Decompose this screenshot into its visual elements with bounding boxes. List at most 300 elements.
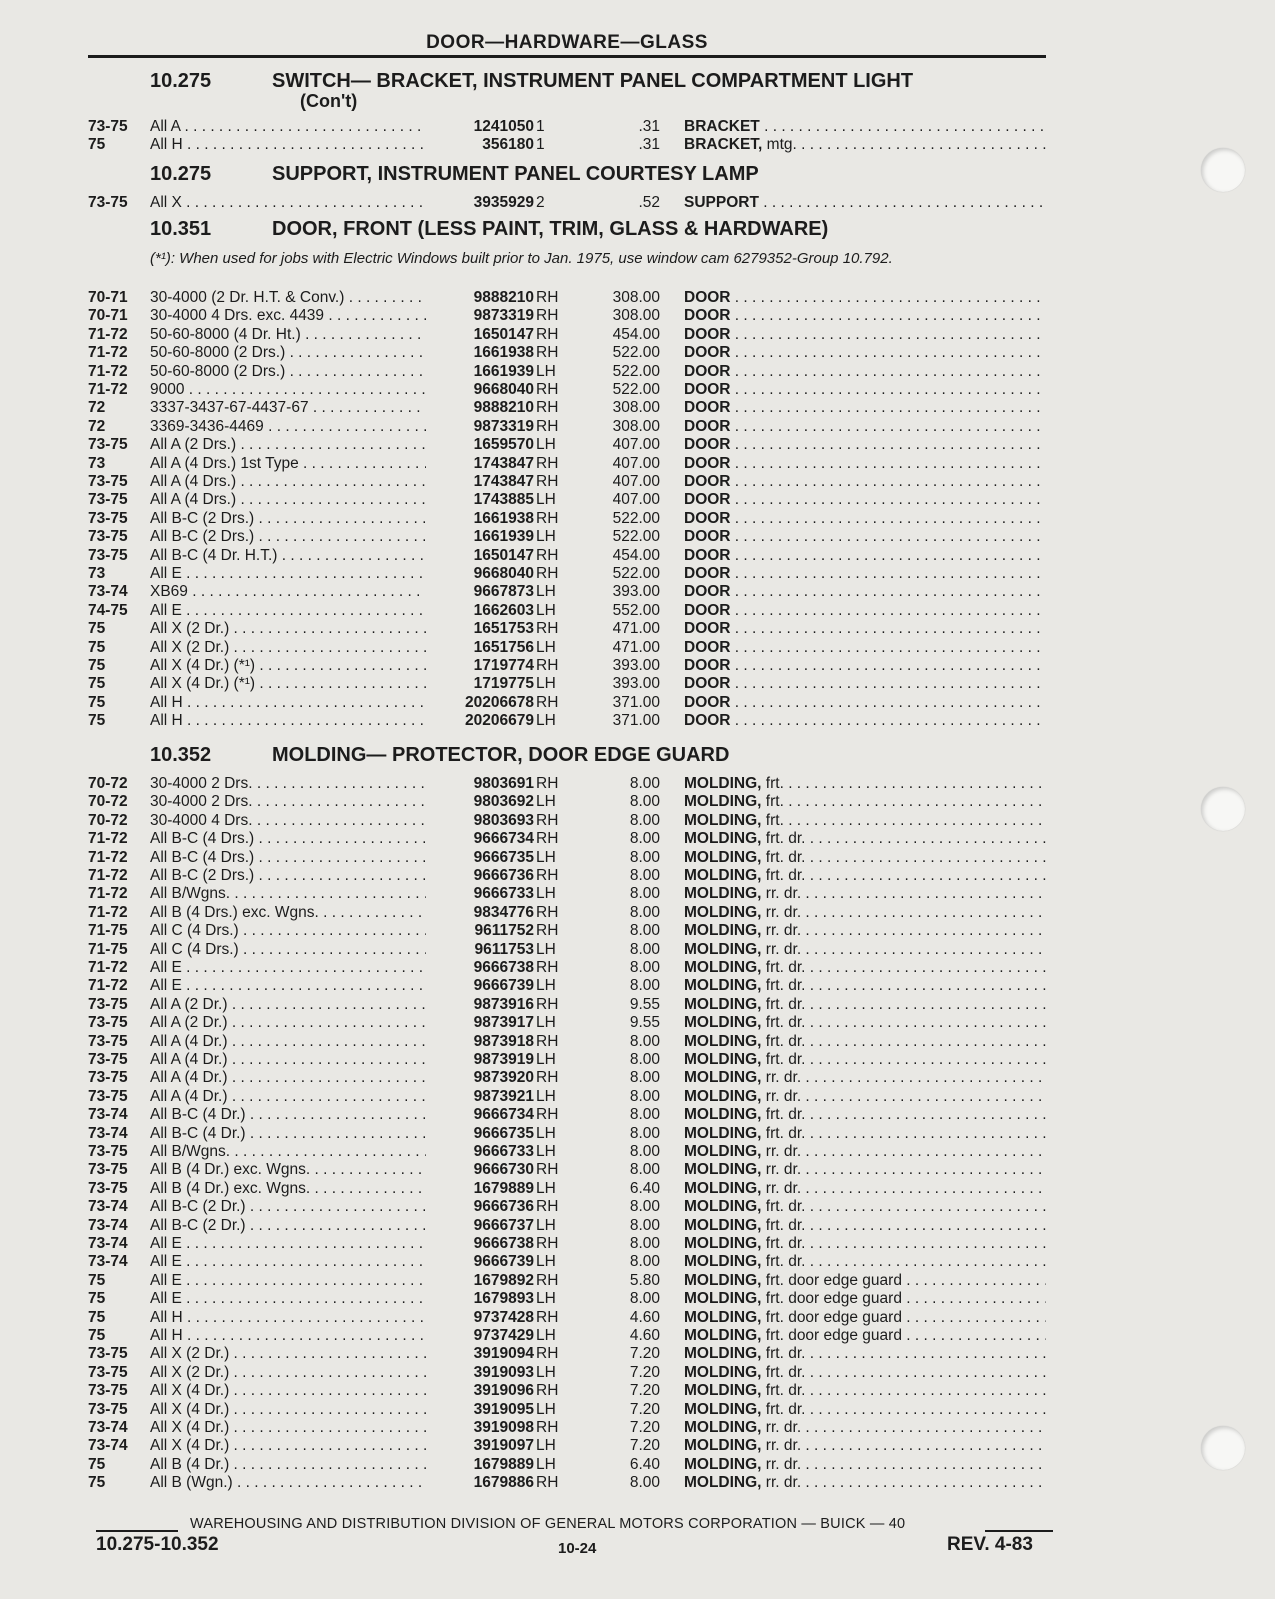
year-range: 75 [88,1474,106,1492]
description-name: MOLDING, [684,1069,762,1087]
part-description: MOLDING, frt. dr. . . . [684,1382,1046,1400]
model-application: All C (4 Drs.) . . . [150,941,508,959]
table-row [88,1217,1048,1236]
description-name: DOOR [684,712,731,730]
footer-page-number: 10-24 [558,1540,597,1557]
year-range: 75 [88,1271,106,1289]
table-row [88,1474,1048,1493]
table-row [88,675,1048,694]
part-description: MOLDING, rr. dr. . . . [684,1180,1046,1198]
model-application: All A (4 Dr.) . . . [150,1051,508,1069]
part-number: 1651753 [426,620,534,638]
side-qty: RH [536,1474,559,1492]
part-description: MOLDING, rr. dr. . . . [684,885,1046,903]
list-price: 8.00 [629,1235,660,1252]
list-price: 8.00 [629,1198,660,1216]
description-name: MOLDING, [684,977,762,995]
footer-rule [985,1530,1053,1532]
part-description: MOLDING, frt. dr. . . . [684,849,1046,867]
list-price: 8.00 [629,940,660,958]
part-description: MOLDING, rr. dr. . . . [684,904,1046,922]
list-price: 7.20 [629,1437,660,1455]
table-row [88,583,1048,602]
part-description [684,694,1046,712]
footnote: (*¹): When used for jobs with Electric Windows built prior to Jan. 1975, use window cam 6279352-Group 10.792. [150,250,893,267]
description-name: DOOR [684,491,731,509]
part-description: MOLDING, frt. dr. . . . [684,1014,1046,1032]
year-range: 73-75 [88,1087,128,1105]
side-qty: LH [536,1327,556,1344]
table-row [88,547,1048,566]
description-name: BRACKET [684,118,760,135]
description-name: MOLDING, [684,1087,762,1105]
list-price: 393.00 [612,675,660,693]
group-number: 10.275 [150,70,212,92]
model-application: All B-C (2 Drs.) . . . [150,510,508,528]
list-price: 308.00 [612,399,660,417]
side-qty: RH [536,811,559,829]
year-range: 71-72 [88,848,128,866]
year-range: 73-75 [88,1032,128,1050]
model-application: 50-60-8000 (2 Drs.) . . . [150,363,508,381]
side-qty: 2 [536,194,545,211]
part-number: 9888210 [426,399,534,417]
model-application: XB69 . . . [150,583,508,601]
description-name: MOLDING, [684,1014,762,1032]
side-qty: RH [536,903,559,921]
table-row [88,436,1048,455]
list-price: 8.00 [629,1474,660,1492]
year-range: 73-75 [88,194,128,211]
model-application: 30-4000 2 Drs. . . . [150,793,508,811]
table-row [88,1088,1048,1107]
part-description [684,583,1046,601]
side-qty: RH [536,473,559,490]
table-row [88,1419,1048,1438]
model-application: All E . . . [150,1290,508,1308]
part-description [684,565,1046,583]
group-number: 10.351 [150,218,212,240]
part-description [684,436,1046,454]
part-number: 20206678 [426,694,534,712]
model-application: All B-C (4 Drs.) . . . [150,849,508,867]
part-description [684,473,1046,491]
part-description [684,194,1046,212]
part-description: MOLDING, frt. dr. . . . [684,1033,1046,1051]
part-description [684,289,1046,307]
year-range: 73-75 [88,491,128,509]
part-description [684,344,1046,362]
part-description: BRACKET, mtg. . . . [684,136,1046,154]
model-application: All H . . . [150,1327,508,1345]
year-range: 71-75 [88,922,128,940]
model-application: 9000 . . . [150,381,508,399]
description-name: BRACKET, [684,136,763,154]
year-range: 75 [88,1308,106,1326]
list-price: .31 [638,118,660,135]
list-price: 8.00 [629,1253,660,1271]
table-row [88,1272,1048,1291]
model-application: All B-C (2 Drs.) . . . [150,528,508,546]
list-price: .52 [638,194,660,211]
model-application: All B (4 Drs.) exc. Wgns. . . . [150,904,508,922]
part-description: MOLDING, frt. dr. . . . [684,1051,1046,1069]
model-application: All B (4 Dr.) exc. Wgns. . . . [150,1180,508,1198]
model-application: All E . . . [150,959,508,977]
part-number: 9668040 [426,381,534,399]
description-name: MOLDING, [684,1400,762,1418]
part-description [684,363,1046,381]
description-name: MOLDING, [684,1271,762,1289]
model-application: All H . . . [150,136,508,154]
model-application: All A (4 Drs.) . . . [150,473,508,491]
list-price: 552.00 [612,601,660,619]
part-number: 9873918 [426,1033,534,1051]
description-name: MOLDING, [684,775,762,792]
side-qty: LH [536,1051,556,1068]
model-application: All B-C (4 Dr.) . . . [150,1125,508,1143]
side-qty: RH [536,509,559,527]
model-application: All E . . . [150,602,508,620]
side-qty: RH [536,381,559,398]
part-description [684,547,1046,565]
year-range: 73-75 [88,1345,128,1363]
model-application: All H . . . [150,712,508,730]
side-qty: RH [536,1069,559,1087]
side-qty: RH [536,307,559,325]
table-row [88,867,1048,886]
part-number: 9611753 [426,941,534,959]
model-application: All A (2 Dr.) . . . [150,1014,508,1032]
year-range: 73 [88,454,106,472]
part-number: 9888210 [426,289,534,307]
list-price: 7.20 [629,1419,660,1436]
model-application: All A (4 Dr.) . . . [150,1033,508,1051]
side-qty: RH [536,693,559,711]
table-row [88,639,1048,658]
year-range: 73 [88,565,106,582]
model-application: All X (2 Dr.) . . . [150,1345,508,1363]
year-range: 71-72 [88,381,128,398]
list-price: 308.00 [612,289,660,306]
model-application: All H . . . [150,694,508,712]
part-number: 1679889 [426,1180,534,1198]
description-name: DOOR [684,381,731,398]
side-qty: RH [536,959,559,976]
table-row [88,1401,1048,1420]
part-description: MOLDING, rr. dr. . . . [684,1143,1046,1161]
list-price: 4.60 [629,1308,660,1326]
part-number: 1650147 [426,547,534,565]
list-price: 308.00 [612,417,660,435]
part-description [684,381,1046,399]
year-range: 73-75 [88,1382,128,1400]
part-number: 1679889 [426,1456,534,1474]
part-description: MOLDING, frt. door edge guard . . . [684,1290,1046,1308]
description-name: DOOR [684,546,731,564]
part-number: 1743885 [426,491,534,509]
table-row [88,602,1048,621]
side-qty: RH [536,1345,559,1363]
side-qty: RH [536,867,559,884]
year-range: 73-75 [88,1400,128,1418]
part-description [684,712,1046,730]
part-description [684,118,1046,136]
model-application: All B-C (2 Dr.) . . . [150,1198,508,1216]
year-range: 71-72 [88,325,128,343]
year-range: 73-75 [88,436,128,454]
description-name: MOLDING, [684,940,762,958]
punch-hole [1201,1426,1245,1470]
year-range: 73-75 [88,1143,128,1160]
year-range: 73-75 [88,473,128,490]
side-qty: LH [536,1216,556,1234]
table-row [88,830,1048,849]
description-name: DOOR [684,693,731,711]
table-row [88,118,1048,137]
year-range: 75 [88,693,106,711]
description-name: MOLDING, [684,1143,762,1160]
model-application: All X (4 Dr.) (*¹) . . . [150,657,508,675]
list-price: 371.00 [612,693,660,711]
side-qty: RH [536,289,559,306]
list-price: 5.80 [629,1271,660,1289]
year-range: 75 [88,712,106,730]
year-range: 73-74 [88,1124,128,1142]
model-application: All B-C (2 Drs.) . . . [150,867,508,885]
list-price: 8.00 [629,1032,660,1050]
side-qty: LH [536,1143,556,1160]
part-number: 9834776 [426,904,534,922]
part-description: MOLDING, rr. dr. . . . [684,1161,1046,1179]
part-number: 9667873 [426,583,534,601]
list-price: 8.00 [629,903,660,921]
part-number: 1661938 [426,510,534,528]
table-row [88,344,1048,363]
list-price: 407.00 [612,473,660,490]
part-number: 1241050 [426,118,534,136]
group-title: MOLDING— PROTECTOR, DOOR EDGE GUARD [272,744,730,766]
table-row [88,1437,1048,1456]
list-price: 371.00 [612,712,660,730]
table-row [88,1106,1048,1125]
list-price: 393.00 [612,583,660,601]
side-qty: LH [536,1124,556,1142]
description-name: DOOR [684,436,731,454]
description-name: MOLDING, [684,959,762,976]
group-number: 10.275 [150,163,212,185]
part-number: 9737428 [426,1309,534,1327]
list-price: 9.55 [629,995,660,1013]
part-number: 9873319 [426,418,534,436]
model-application: All E . . . [150,1253,508,1271]
year-range: 73-75 [88,1161,128,1179]
part-number: 1659570 [426,436,534,454]
table-row [88,307,1048,326]
year-range: 73-74 [88,1419,128,1436]
year-range: 75 [88,657,106,674]
part-number: 3919098 [426,1419,534,1437]
part-description: MOLDING, rr. dr. . . . [684,1437,1046,1455]
table-row [88,620,1048,639]
description-name: MOLDING, [684,830,762,848]
table-row [88,1069,1048,1088]
description-name: DOOR [684,362,731,380]
part-number: 1651756 [426,639,534,657]
table-row [88,922,1048,941]
table-row [88,491,1048,510]
side-qty: RH [536,399,559,417]
year-range: 73-75 [88,1179,128,1197]
side-qty: LH [536,528,556,546]
side-qty: RH [536,1161,559,1179]
part-number: 1661939 [426,528,534,546]
model-application: 50-60-8000 (4 Dr. Ht.) . . . [150,326,508,344]
page-header: DOOR—HARDWARE—GLASS [426,32,708,53]
list-price: 8.00 [629,922,660,940]
part-number: 1743847 [426,455,534,473]
side-qty: LH [536,1363,556,1381]
part-description [684,602,1046,620]
table-row [88,885,1048,904]
year-range: 73-75 [88,118,128,135]
year-range: 73-74 [88,1198,128,1216]
list-price: 8.00 [629,775,660,792]
side-qty: RH [536,922,559,940]
description-name: MOLDING, [684,848,762,866]
part-description: MOLDING, frt. dr. . . . [684,1235,1046,1253]
table-row [88,1456,1048,1475]
side-qty: LH [536,491,556,509]
side-qty: LH [536,1290,556,1308]
description-name: DOOR [684,325,731,343]
table-row [88,363,1048,382]
list-price: 522.00 [612,509,660,527]
part-description: MOLDING, frt. dr. . . . [684,996,1046,1014]
list-price: 522.00 [612,381,660,398]
part-description: MOLDING, rr. dr. . . . [684,922,1046,940]
part-description: MOLDING, rr. dr. . . . [684,1474,1046,1492]
footer-publisher: WAREHOUSING AND DISTRIBUTION DIVISION OF GENERAL MOTORS CORPORATION — BUICK — 40 [190,1516,906,1532]
part-number: 9803693 [426,812,534,830]
part-description: MOLDING, frt. dr. . . . [684,977,1046,995]
side-qty: LH [536,940,556,958]
side-qty: RH [536,1198,559,1216]
part-description: MOLDING, rr. dr. . . . [684,941,1046,959]
year-range: 73-75 [88,995,128,1013]
side-qty: RH [536,417,559,435]
description-name: MOLDING, [684,1345,762,1363]
group-title: SWITCH— BRACKET, INSTRUMENT PANEL COMPARTMENT LIGHT [272,70,914,92]
table-row [88,1309,1048,1328]
model-application: All E . . . [150,1235,508,1253]
side-qty: LH [536,436,556,454]
description-name: MOLDING, [684,1455,762,1473]
model-application: All B/Wgns. . . . [150,885,508,903]
side-qty: RH [536,565,559,582]
side-qty: LH [536,1087,556,1105]
group-number: 10.352 [150,744,212,766]
year-range: 73-74 [88,1216,128,1234]
model-application: All H . . . [150,1309,508,1327]
year-range: 73-74 [88,1437,128,1455]
part-description [684,510,1046,528]
part-description: MOLDING, frt. . . . [684,793,1046,811]
part-number: 3919097 [426,1437,534,1455]
table-row [88,1125,1048,1144]
description-name: DOOR [684,473,731,490]
list-price: 8.00 [629,1290,660,1308]
part-description [684,455,1046,473]
list-price: 7.20 [629,1345,660,1363]
part-number: 3919095 [426,1401,534,1419]
part-description: MOLDING, rr. dr. . . . [684,1419,1046,1437]
part-number: 3919094 [426,1345,534,1363]
part-number: 1650147 [426,326,534,344]
part-description: MOLDING, frt. dr. . . . [684,1217,1046,1235]
description-name: MOLDING, [684,1106,762,1124]
year-range: 73-75 [88,509,128,527]
continued-label: (Con't) [300,91,358,111]
list-price: 407.00 [612,436,660,454]
table-row [88,1327,1048,1346]
group-title: DOOR, FRONT (LESS PAINT, TRIM, GLASS & HARDWARE) [272,218,829,240]
year-range: 73-75 [88,528,128,546]
part-description: MOLDING, frt. dr. . . . [684,959,1046,977]
part-description: MOLDING, frt. . . . [684,812,1046,830]
list-price: 8.00 [629,848,660,866]
table-row [88,694,1048,713]
description-name: MOLDING, [684,995,762,1013]
part-description [684,326,1046,344]
description-name: DOOR [684,657,731,674]
table-row [88,1345,1048,1364]
year-range: 70-72 [88,811,128,829]
part-number: 9803691 [426,775,534,793]
list-price: 8.00 [629,1069,660,1087]
list-price: 8.00 [629,1143,660,1160]
side-qty: RH [536,995,559,1013]
list-price: 8.00 [629,793,660,811]
part-number: 9666733 [426,885,534,903]
description-name: MOLDING, [684,1216,762,1234]
year-range: 72 [88,417,106,435]
part-description: MOLDING, frt. dr. . . . [684,867,1046,885]
description-name: MOLDING, [684,867,762,884]
model-application: 3337-3437-67-4437-67 . . . [150,399,508,417]
part-number: 9873916 [426,996,534,1014]
table-row [88,418,1048,437]
side-qty: LH [536,885,556,903]
table-row [88,399,1048,418]
part-number: 1743847 [426,473,534,491]
table-row [88,849,1048,868]
part-number: 9611752 [426,922,534,940]
description-name: MOLDING, [684,1327,762,1344]
footer-rule [96,1530,178,1532]
description-name: DOOR [684,583,731,601]
list-price: 8.00 [629,959,660,976]
part-description: MOLDING, frt. dr. . . . [684,1253,1046,1271]
part-number: 9873920 [426,1069,534,1087]
description-name: MOLDING, [684,1198,762,1216]
list-price: 7.20 [629,1363,660,1381]
table-row [88,1014,1048,1033]
description-name: DOOR [684,601,731,619]
model-application: All A . . . [150,118,508,136]
description-name: MOLDING, [684,1235,762,1252]
year-range: 75 [88,1290,106,1308]
